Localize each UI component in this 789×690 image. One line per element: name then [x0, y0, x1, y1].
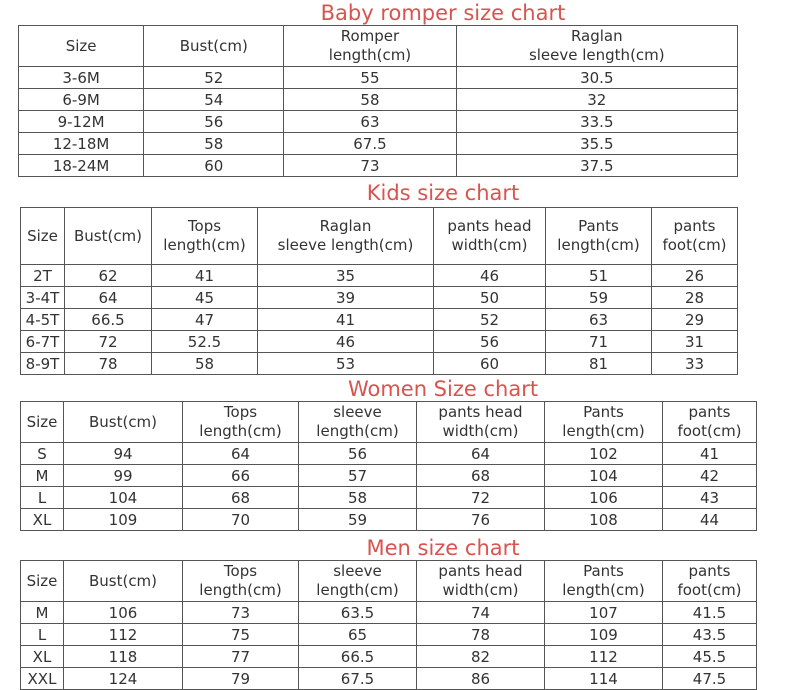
size-cell: 12-18M	[19, 133, 144, 155]
measurement-cell: 35.5	[456, 133, 737, 155]
column-header	[299, 561, 417, 602]
measurement-cell: 45	[152, 287, 258, 309]
measurement-cell: 33	[652, 353, 738, 375]
measurement-cell: 47.5	[663, 668, 757, 690]
column-header-line: length(cm)	[557, 236, 640, 254]
table-row	[21, 465, 757, 487]
measurement-cell: 112	[545, 646, 663, 668]
table-row	[21, 646, 757, 668]
measurement-cell: 78	[417, 624, 545, 646]
column-header	[545, 561, 663, 602]
column-header-line: Size	[26, 571, 58, 590]
column-header-line: Raglan	[319, 217, 372, 235]
column-header-line: length(cm)	[163, 236, 246, 254]
kids-size-table	[20, 207, 738, 375]
column-header	[183, 402, 299, 443]
measurement-cell: 55	[284, 67, 456, 89]
column-header-line: Size	[27, 226, 58, 245]
column-header-line: sleeve	[333, 403, 382, 421]
table-row	[19, 111, 738, 133]
column-header	[299, 402, 417, 443]
measurement-cell: 58	[284, 89, 456, 111]
baby-romper-size-table	[18, 25, 738, 177]
column-header-line: sleeve length(cm)	[277, 236, 414, 254]
measurement-cell: 63.5	[299, 602, 417, 624]
column-header	[652, 208, 738, 265]
measurement-cell: 124	[64, 668, 183, 690]
size-cell: 4-5T	[21, 309, 65, 331]
column-header-line: Bust(cm)	[88, 412, 158, 431]
measurement-cell: 41	[663, 443, 757, 465]
header-row	[21, 402, 757, 443]
column-header	[456, 26, 737, 67]
column-header	[65, 208, 152, 265]
measurement-cell: 58	[144, 133, 284, 155]
men-size-table	[20, 560, 757, 690]
measurement-cell: 72	[65, 331, 152, 353]
column-header-line: length(cm)	[328, 46, 412, 64]
column-header-line: width(cm)	[442, 422, 519, 440]
size-cell: L	[21, 624, 64, 646]
size-cell: M	[21, 465, 64, 487]
size-cell: 2T	[21, 265, 65, 287]
measurement-cell: 72	[417, 487, 545, 509]
baby-romper-chart-title: Baby romper size chart	[320, 1, 566, 25]
column-header	[64, 402, 183, 443]
measurement-cell: 99	[64, 465, 183, 487]
column-header	[21, 208, 65, 265]
column-header-line: length(cm)	[199, 422, 282, 440]
measurement-cell: 112	[64, 624, 183, 646]
table-row	[21, 353, 738, 375]
column-header	[417, 402, 545, 443]
measurement-cell: 58	[152, 353, 258, 375]
column-header	[417, 561, 545, 602]
column-header	[144, 26, 284, 67]
measurement-cell: 62	[65, 265, 152, 287]
table-row	[21, 443, 757, 465]
size-cell: XL	[21, 646, 64, 668]
column-header	[663, 402, 757, 443]
column-header	[284, 26, 456, 67]
measurement-cell: 56	[144, 111, 284, 133]
measurement-cell: 78	[65, 353, 152, 375]
table-row	[21, 487, 757, 509]
column-header	[183, 561, 299, 602]
measurement-cell: 60	[144, 155, 284, 177]
measurement-cell: 66.5	[65, 309, 152, 331]
header-row	[21, 208, 738, 265]
size-cell: 3-4T	[21, 287, 65, 309]
table-row	[19, 67, 738, 89]
measurement-cell: 31	[652, 331, 738, 353]
measurement-cell: 77	[183, 646, 299, 668]
column-header	[434, 208, 546, 265]
measurement-cell: 28	[652, 287, 738, 309]
column-header-line: pants head	[447, 217, 532, 235]
column-header-line: width(cm)	[451, 236, 528, 254]
size-cell: 9-12M	[19, 111, 144, 133]
size-cell: L	[21, 487, 64, 509]
measurement-cell: 32	[456, 89, 737, 111]
measurement-cell: 58	[299, 487, 417, 509]
measurement-cell: 46	[434, 265, 546, 287]
measurement-cell: 75	[183, 624, 299, 646]
measurement-cell: 59	[299, 509, 417, 531]
measurement-cell: 70	[183, 509, 299, 531]
header-row	[21, 561, 757, 602]
measurement-cell: 67.5	[299, 668, 417, 690]
table-row	[21, 624, 757, 646]
measurement-cell: 65	[299, 624, 417, 646]
column-header-line: pants	[688, 562, 731, 580]
measurement-cell: 41.5	[663, 602, 757, 624]
column-header	[258, 208, 434, 265]
table-row	[21, 287, 738, 309]
column-header-line: pants	[688, 403, 731, 421]
column-header-line: Tops	[223, 562, 258, 580]
size-cell: 3-6M	[19, 67, 144, 89]
measurement-cell: 52	[144, 67, 284, 89]
measurement-cell: 73	[284, 155, 456, 177]
measurement-cell: 53	[258, 353, 434, 375]
measurement-cell: 50	[434, 287, 546, 309]
measurement-cell: 68	[183, 487, 299, 509]
measurement-cell: 54	[144, 89, 284, 111]
header-row	[19, 26, 738, 67]
table-row	[21, 309, 738, 331]
measurement-cell: 33.5	[456, 111, 737, 133]
measurement-cell: 64	[65, 287, 152, 309]
measurement-cell: 118	[64, 646, 183, 668]
table-row	[21, 668, 757, 690]
column-header-line: length(cm)	[562, 422, 645, 440]
measurement-cell: 60	[434, 353, 546, 375]
measurement-cell: 43.5	[663, 624, 757, 646]
measurement-cell: 104	[545, 465, 663, 487]
column-header-line: pants head	[438, 403, 523, 421]
measurement-cell: 106	[545, 487, 663, 509]
measurement-cell: 104	[64, 487, 183, 509]
measurement-cell: 56	[299, 443, 417, 465]
measurement-cell: 47	[152, 309, 258, 331]
column-header-line: Bust(cm)	[88, 571, 158, 590]
table-row	[21, 602, 757, 624]
table-row	[21, 509, 757, 531]
column-header	[152, 208, 258, 265]
measurement-cell: 106	[64, 602, 183, 624]
measurement-cell: 39	[258, 287, 434, 309]
measurement-cell: 30.5	[456, 67, 737, 89]
column-header	[19, 26, 144, 67]
measurement-cell: 35	[258, 265, 434, 287]
column-header	[663, 561, 757, 602]
measurement-cell: 114	[545, 668, 663, 690]
column-header-line: length(cm)	[316, 581, 399, 599]
size-cell: M	[21, 602, 64, 624]
table-row	[21, 331, 738, 353]
measurement-cell: 107	[545, 602, 663, 624]
column-header	[21, 402, 64, 443]
measurement-cell: 81	[546, 353, 652, 375]
measurement-cell: 74	[417, 602, 545, 624]
column-header-line: Romper	[340, 27, 400, 45]
measurement-cell: 68	[417, 465, 545, 487]
table-row	[19, 133, 738, 155]
column-header	[21, 561, 64, 602]
column-header-line: Raglan	[570, 27, 623, 45]
size-cell: 8-9T	[21, 353, 65, 375]
measurement-cell: 57	[299, 465, 417, 487]
measurement-cell: 94	[64, 443, 183, 465]
measurement-cell: 52	[434, 309, 546, 331]
measurement-cell: 76	[417, 509, 545, 531]
measurement-cell: 26	[652, 265, 738, 287]
size-cell: 6-7T	[21, 331, 65, 353]
column-header-line: pants	[673, 217, 716, 235]
column-header-line: pants head	[438, 562, 523, 580]
men-chart-title: Men size chart	[366, 536, 520, 560]
measurement-cell: 108	[545, 509, 663, 531]
column-header	[64, 561, 183, 602]
column-header-line: Tops	[223, 403, 258, 421]
measurement-cell: 51	[546, 265, 652, 287]
measurement-cell: 59	[546, 287, 652, 309]
size-cell: XL	[21, 509, 64, 531]
column-header-line: sleeve length(cm)	[528, 46, 665, 64]
column-header-line: length(cm)	[562, 581, 645, 599]
measurement-cell: 82	[417, 646, 545, 668]
column-header-line: length(cm)	[199, 581, 282, 599]
column-header-line: foot(cm)	[677, 581, 742, 599]
measurement-cell: 46	[258, 331, 434, 353]
size-cell: S	[21, 443, 64, 465]
measurement-cell: 44	[663, 509, 757, 531]
column-header-line: width(cm)	[442, 581, 519, 599]
column-header-line: foot(cm)	[677, 422, 742, 440]
measurement-cell: 79	[183, 668, 299, 690]
measurement-cell: 109	[545, 624, 663, 646]
table-row	[19, 155, 738, 177]
column-header-line: Pants	[583, 562, 624, 580]
women-size-table	[20, 401, 757, 531]
measurement-cell: 56	[434, 331, 546, 353]
column-header-line: Bust(cm)	[179, 36, 248, 55]
size-cell: 18-24M	[19, 155, 144, 177]
column-header-line: Size	[65, 36, 97, 55]
measurement-cell: 41	[152, 265, 258, 287]
measurement-cell: 109	[64, 509, 183, 531]
measurement-cell: 29	[652, 309, 738, 331]
column-header	[545, 402, 663, 443]
column-header-line: Pants	[578, 217, 619, 235]
table-row	[21, 265, 738, 287]
measurement-cell: 42	[663, 465, 757, 487]
measurement-cell: 73	[183, 602, 299, 624]
column-header-line: sleeve	[333, 562, 382, 580]
measurement-cell: 64	[183, 443, 299, 465]
measurement-cell: 63	[284, 111, 456, 133]
measurement-cell: 67.5	[284, 133, 456, 155]
column-header-line: Size	[26, 412, 58, 431]
size-cell: XXL	[21, 668, 64, 690]
column-header-line: Bust(cm)	[73, 226, 143, 245]
column-header-line: foot(cm)	[662, 236, 727, 254]
measurement-cell: 37.5	[456, 155, 737, 177]
measurement-cell: 66.5	[299, 646, 417, 668]
column-header-line: Tops	[187, 217, 222, 235]
kids-chart-title: Kids size chart	[366, 181, 520, 205]
table-row	[19, 89, 738, 111]
measurement-cell: 66	[183, 465, 299, 487]
measurement-cell: 63	[546, 309, 652, 331]
measurement-cell: 41	[258, 309, 434, 331]
measurement-cell: 64	[417, 443, 545, 465]
measurement-cell: 52.5	[152, 331, 258, 353]
column-header	[546, 208, 652, 265]
column-header-line: Pants	[583, 403, 624, 421]
measurement-cell: 43	[663, 487, 757, 509]
column-header-line: length(cm)	[316, 422, 399, 440]
measurement-cell: 45.5	[663, 646, 757, 668]
measurement-cell: 86	[417, 668, 545, 690]
women-chart-title: Women Size chart	[347, 377, 539, 401]
size-cell: 6-9M	[19, 89, 144, 111]
measurement-cell: 102	[545, 443, 663, 465]
measurement-cell: 71	[546, 331, 652, 353]
